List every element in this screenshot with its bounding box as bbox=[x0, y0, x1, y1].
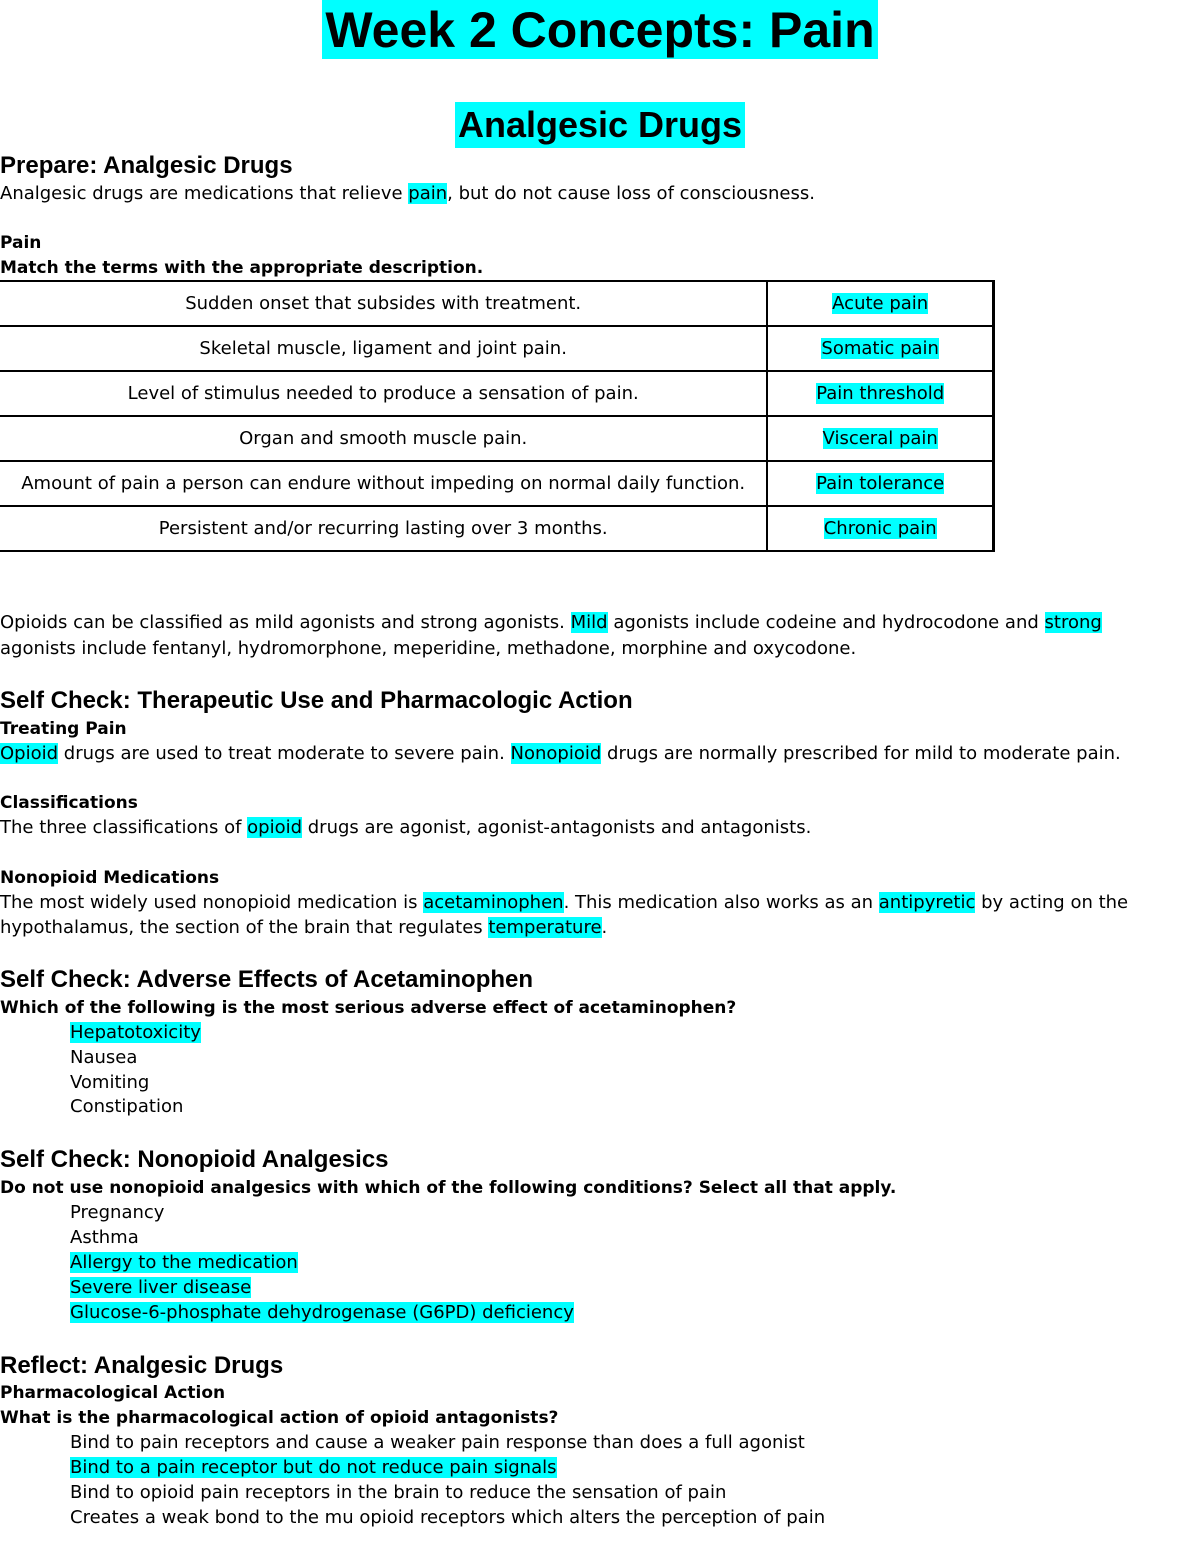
answer-option bbox=[70, 1455, 557, 1480]
non-answer-antipyretic: antipyretic bbox=[878, 892, 976, 913]
nonopioid-heading: Self Check: Nonopioid Analgesics bbox=[0, 1146, 389, 1173]
prepare-intro bbox=[0, 181, 815, 206]
correct-answer: Severe liver disease bbox=[70, 1277, 252, 1298]
match-description: Sudden onset that subsides with treatment. bbox=[0, 281, 767, 326]
match-term: Visceral pain bbox=[822, 428, 938, 449]
table-row bbox=[0, 326, 994, 371]
answer-option: Nausea bbox=[70, 1047, 138, 1068]
class-text-b: drugs are agonist, agonist-antagonists and antagonists. bbox=[302, 817, 812, 838]
match-description: Skeletal muscle, ligament and joint pain. bbox=[0, 326, 767, 371]
nonopioid-question: Do not use nonopioid analgesics with which of the following conditions? Select all that apply. bbox=[0, 1178, 897, 1198]
answer-option bbox=[70, 1300, 574, 1325]
reflect-subheading: Pharmacological Action bbox=[0, 1383, 226, 1403]
non-text-d: hypothalamus, the section of the brain that regulates bbox=[0, 917, 489, 938]
page-title: Week 2 Concepts: Pain bbox=[322, 0, 877, 59]
opioid-text-b: agonists include codeine and hydrocodone and bbox=[607, 612, 1045, 633]
match-description: Organ and smooth muscle pain. bbox=[0, 416, 767, 461]
intro-text-b: , but do not cause loss of consciousness. bbox=[447, 183, 815, 204]
answer-option: Asthma bbox=[70, 1227, 139, 1248]
pain-heading: Pain bbox=[0, 233, 42, 253]
treat-answer-opioid: Opioid bbox=[0, 743, 59, 764]
answer-option: Constipation bbox=[70, 1096, 184, 1117]
match-term-cell bbox=[767, 461, 993, 506]
acetaminophen-heading: Self Check: Adverse Effects of Acetaminophen bbox=[0, 966, 534, 993]
non-text-e: . bbox=[601, 917, 608, 938]
treating-heading: Treating Pain bbox=[0, 719, 127, 739]
match-table bbox=[0, 280, 995, 552]
reflect-question: What is the pharmacological action of opioid antagonists? bbox=[0, 1408, 559, 1428]
match-term: Pain tolerance bbox=[816, 473, 945, 494]
answer-option bbox=[70, 1250, 298, 1275]
answer-option bbox=[70, 1020, 201, 1045]
treat-text-b: drugs are normally prescribed for mild to moderate pain. bbox=[601, 743, 1121, 764]
opioid-answer-strong: strong bbox=[1044, 612, 1102, 633]
class-text-a: The three classifications of bbox=[0, 817, 248, 838]
nonopioid-paragraph-line1 bbox=[0, 890, 1128, 915]
match-term: Somatic pain bbox=[821, 338, 939, 359]
table-row bbox=[0, 416, 994, 461]
opioid-text-a: Opioids can be classified as mild agonists and strong agonists. bbox=[0, 612, 571, 633]
table-row bbox=[0, 371, 994, 416]
treat-answer-nonopioid: Nonopioid bbox=[510, 743, 602, 764]
classifications-paragraph bbox=[0, 815, 811, 840]
non-text-c: by acting on the bbox=[975, 892, 1129, 913]
correct-answer: Glucose-6-phosphate dehydrogenase (G6PD) deficiency bbox=[70, 1302, 574, 1323]
match-term-cell bbox=[767, 326, 993, 371]
table-row bbox=[0, 281, 994, 326]
match-description: Level of stimulus needed to produce a sensation of pain. bbox=[0, 371, 767, 416]
match-term: Chronic pain bbox=[823, 518, 937, 539]
treat-text-a: drugs are used to treat moderate to severe pain. bbox=[58, 743, 511, 764]
match-term: Acute pain bbox=[832, 293, 929, 314]
intro-answer: pain bbox=[408, 183, 448, 204]
answer-option bbox=[70, 1275, 251, 1300]
opioid-paragraph-line2: agonists include fentanyl, hydromorphone, meperidine, methadone, morphine and oxycodone. bbox=[0, 638, 857, 659]
prepare-heading: Prepare: Analgesic Drugs bbox=[0, 152, 293, 179]
match-term: Pain threshold bbox=[816, 383, 945, 404]
match-description: Amount of pain a person can endure without impeding on normal daily function. bbox=[0, 461, 767, 506]
answer-option: Bind to opioid pain receptors in the brain to reduce the sensation of pain bbox=[70, 1482, 727, 1503]
table-row bbox=[0, 506, 994, 551]
section-title: Analgesic Drugs bbox=[455, 102, 745, 148]
match-term-cell bbox=[767, 281, 993, 326]
treating-paragraph bbox=[0, 741, 1121, 766]
table-row bbox=[0, 461, 994, 506]
match-description: Persistent and/or recurring lasting over 3 months. bbox=[0, 506, 767, 551]
intro-text-a: Analgesic drugs are medications that relieve bbox=[0, 183, 409, 204]
therapeutic-heading: Self Check: Therapeutic Use and Pharmacologic Action bbox=[0, 687, 633, 714]
match-term-cell bbox=[767, 371, 993, 416]
non-answer-temperature: temperature bbox=[488, 917, 602, 938]
non-answer-acetaminophen: acetaminophen bbox=[423, 892, 564, 913]
answer-option: Vomiting bbox=[70, 1072, 150, 1093]
reflect-heading: Reflect: Analgesic Drugs bbox=[0, 1352, 284, 1379]
answer-option: Pregnancy bbox=[70, 1202, 165, 1223]
match-term-cell bbox=[767, 506, 993, 551]
non-text-b: . This medication also works as an bbox=[563, 892, 879, 913]
correct-answer: Hepatotoxicity bbox=[70, 1022, 201, 1043]
answer-option: Creates a weak bond to the mu opioid receptors which alters the perception of pain bbox=[70, 1507, 826, 1528]
page-title-wrap bbox=[0, 0, 1200, 59]
classifications-heading: Classifications bbox=[0, 793, 138, 813]
opioid-answer-mild: Mild bbox=[570, 612, 608, 633]
acetaminophen-question: Which of the following is the most serious adverse effect of acetaminophen? bbox=[0, 998, 737, 1018]
correct-answer: Allergy to the medication bbox=[70, 1252, 298, 1273]
correct-answer: Bind to a pain receptor but do not reduce pain signals bbox=[70, 1457, 557, 1478]
match-term-cell bbox=[767, 416, 993, 461]
section-title-wrap bbox=[0, 102, 1200, 148]
class-answer: opioid bbox=[247, 817, 303, 838]
nonopioid-medications-heading: Nonopioid Medications bbox=[0, 868, 220, 888]
non-text-a: The most widely used nonopioid medication is bbox=[0, 892, 424, 913]
opioid-paragraph-line1 bbox=[0, 610, 1102, 635]
match-instruction: Match the terms with the appropriate description. bbox=[0, 258, 484, 278]
nonopioid-paragraph-line2 bbox=[0, 915, 607, 940]
answer-option: Bind to pain receptors and cause a weaker pain response than does a full agonist bbox=[70, 1432, 805, 1453]
